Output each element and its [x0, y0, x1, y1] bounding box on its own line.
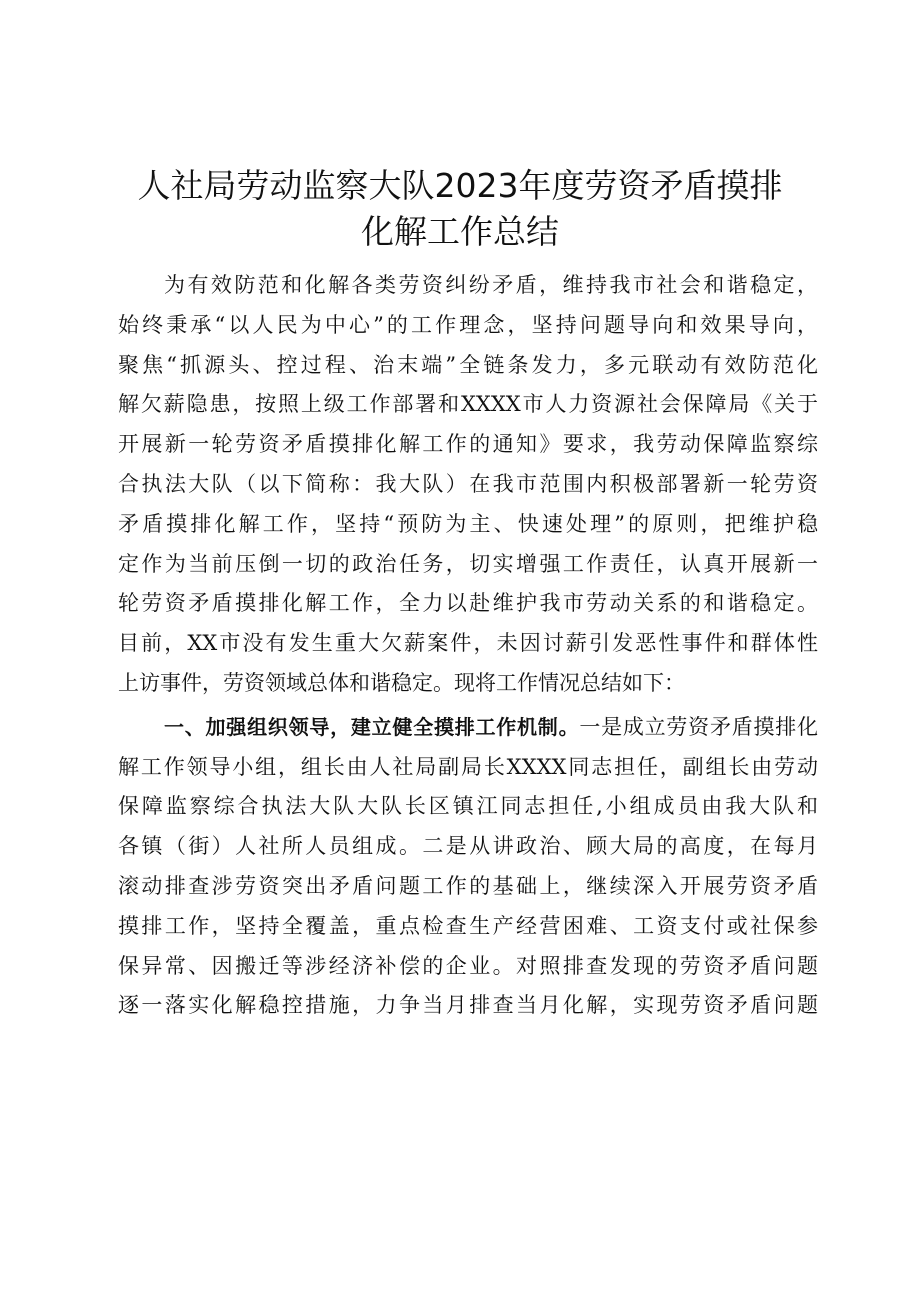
paragraph-line: 逐一落实化解稳控措施，力争当月排查当月化解，实现劳资矛盾问题 [118, 993, 818, 1018]
paragraph-line: 保障监察综合执法大队大队长区镇江同志担任,小组成员由我大队和 [118, 794, 818, 819]
paragraph-line: 解欠薪隐患，按照上级工作部署和XXXX市人力资源社会保障局《关于 [118, 392, 818, 417]
paragraph-line: 滚动排查涉劳资突出矛盾问题工作的基础上，继续深入开展劳资矛盾 [118, 873, 818, 898]
paragraph-line: 上访事件，劳资领域总体和谐稳定。现将工作情况总结如下： [118, 670, 685, 695]
paragraph-line: 始终秉承“以人民为中心”的工作理念，坚持问题导向和效果导向， [118, 312, 818, 337]
section-1-first-line [118, 708, 818, 748]
paragraph-line: 定作为当前压倒一切的政治任务，切实增强工作责任，认真开展新一 [118, 551, 818, 576]
section-1-heading: 一、加强组织领导，建立健全摸排工作机制。 [164, 714, 580, 739]
paragraph-line: 为有效防范和化解各类劳资纠纷矛盾，维持我市社会和谐稳定， [164, 273, 818, 297]
paragraph-line: 矛盾摸排化解工作，坚持“预防为主、快速处理”的原则，把维护稳 [118, 511, 818, 536]
document-body [118, 266, 818, 1026]
paragraph-line: 解工作领导小组，组长由人社局副局长XXXX同志担任，副组长由劳动 [118, 754, 818, 779]
paragraph-line: 目前，XX市没有发生重大欠薪案件，未因讨薪引发恶性事件和群体性 [118, 631, 818, 656]
paragraph-line: 各镇（街）人社所人员组成。二是从讲政治、顾大局的高度，在每月 [118, 834, 818, 859]
document-title-line-2: 化解工作总结 [361, 212, 559, 251]
section-1-lead-text: 一是成立劳资矛盾摸排化 [579, 714, 819, 739]
paragraph-line: 保异常、因搬迁等涉经济补偿的企业。对照排查发现的劳资矛盾问题 [118, 953, 818, 978]
paragraph-line: 开展新一轮劳资矛盾摸排化解工作的通知》要求，我劳动保障监察综 [118, 432, 818, 457]
paragraph-line: 合执法大队（以下简称：我大队）在我市范围内积极部署新一轮劳资 [118, 471, 818, 496]
document-title-line-1: 人社局劳动监察大队2023年度劳资矛盾摸排 [137, 166, 783, 205]
paragraph-line: 聚焦“抓源头、控过程、治末端”全链条发力，多元联动有效防范化 [118, 352, 818, 377]
paragraph-line: 轮劳资矛盾摸排化解工作，全力以赴维护我市劳动关系的和谐稳定。 [118, 591, 818, 616]
paragraph-line: 摸排工作，坚持全覆盖，重点检查生产经营困难、工资支付或社保参 [118, 913, 818, 938]
